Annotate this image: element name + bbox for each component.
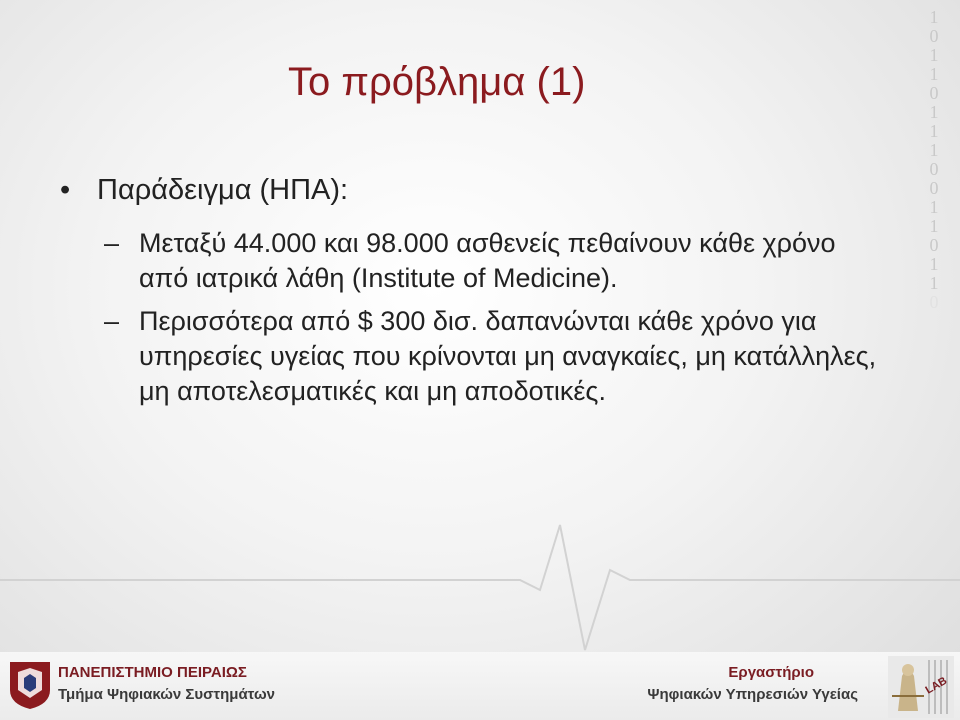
lab-title: Εργαστήριο: [728, 664, 814, 681]
binary-digit: 1: [929, 254, 939, 274]
footer-bar: [0, 652, 960, 720]
subbullet-item: [60, 226, 880, 296]
binary-digit: 1: [929, 102, 939, 122]
department-name: Τμήμα Ψηφιακών Συστημάτων: [58, 686, 275, 703]
binary-digit: 1: [929, 121, 939, 141]
slide-content: [60, 172, 880, 417]
lab-logo-icon: [868, 656, 954, 718]
binary-digit: 1: [929, 197, 939, 217]
dash-icon: –: [104, 228, 120, 258]
binary-digits-decoration: [924, 8, 944, 312]
university-name: ΠΑΝΕΠΙΣΤΗΜΙΟ ΠΕΙΡΑΙΩΣ: [58, 664, 247, 681]
svg-text:LAB: LAB: [923, 674, 950, 697]
binary-digit: 0: [929, 26, 939, 46]
binary-digit: 1: [929, 64, 939, 84]
binary-digit: 1: [929, 140, 939, 160]
bullet-item: [60, 172, 880, 208]
binary-digit: 0: [929, 235, 939, 255]
binary-digit: 0: [929, 159, 939, 179]
subbullet-item: [60, 304, 880, 409]
university-logo-icon: [8, 660, 52, 710]
binary-digit: 1: [929, 216, 939, 236]
lab-subtitle: Ψηφιακών Υπηρεσιών Υγείας: [647, 686, 858, 703]
binary-digit: 0: [929, 178, 939, 198]
dash-icon: –: [104, 306, 120, 336]
slide-title: Το πρόβλημα (1): [288, 60, 586, 104]
subbullet-text: Περισσότερα από $ 300 δισ. δαπανώνται κάθε χρόνο για υπηρεσίες υγείας που κρίνονται μη αναγκαίες, μη κατάλληλες, μη αποτελεσματικές και μη αποδοτικές.: [139, 306, 877, 406]
subbullet-text: Μεταξύ 44.000 και 98.000 ασθενείς πεθαίνουν κάθε χρόνο από ιατρικά λάθη (Institute of Medicine).: [139, 228, 836, 293]
binary-digit: 0: [929, 292, 939, 312]
binary-digit: 1: [929, 45, 939, 65]
binary-digit: 0: [929, 83, 939, 103]
bullet-dot-icon: •: [60, 174, 71, 206]
binary-digit: 1: [929, 7, 939, 27]
bullet-text: Παράδειγμα (ΗΠΑ):: [97, 174, 349, 206]
binary-digit: 1: [929, 273, 939, 293]
ecg-line-decoration: [0, 520, 960, 660]
